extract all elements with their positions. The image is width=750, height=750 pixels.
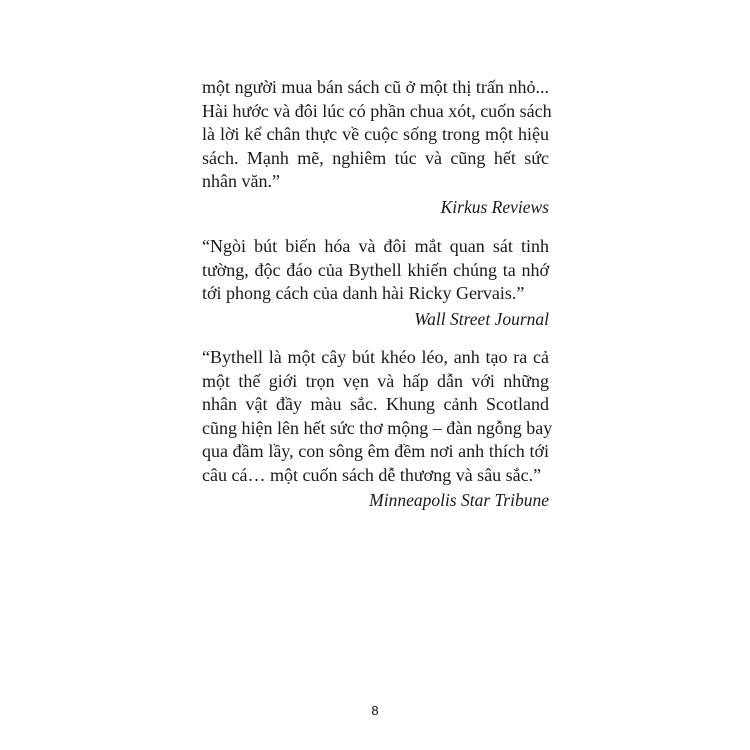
review-quote-wsj (202, 235, 549, 330)
quote-line: “Ngòi bút biến hóa và đôi mắt quan sát tinh (202, 236, 549, 256)
quote-line: “Bythell là một cây bút khéo léo, anh tạo ra cả (202, 347, 549, 367)
quote-line: qua đầm lầy, con sông êm đềm nơi anh thích tới (202, 441, 549, 461)
quote-line: cũng hiện lên hết sức thơ mộng – đàn ngỗng bay (202, 417, 553, 438)
quote-line: nhân văn.” (202, 171, 280, 191)
quote-source: Kirkus Reviews (440, 196, 549, 217)
quote-line: Hài hước và đôi lúc có phần chua xót, cuốn sách (202, 100, 552, 121)
quote-line: sách. Mạnh mẽ, nghiêm túc và cũng hết sức (202, 147, 549, 168)
review-quote-star-tribune (202, 346, 553, 511)
quote-source: Wall Street Journal (414, 308, 549, 329)
quote-line: tới phong cách của danh hài Ricky Gervais.” (202, 283, 525, 303)
quote-line: tường, độc đáo của Bythell khiến chúng ta nhớ (202, 259, 549, 280)
page-number: 8 (371, 703, 379, 718)
quote-line: câu cá… một cuốn sách dễ thương và sâu sắc.” (202, 464, 542, 485)
quote-line: một thế giới trọn vẹn và hấp dẫn với những (202, 370, 549, 391)
quote-line: là lời kể chân thực về cuộc sống trong một hiệu (202, 124, 549, 144)
quote-line: một người mua bán sách cũ ở một thị trấn nhỏ... (202, 77, 549, 97)
quote-line: nhân vật đầy màu sắc. Khung cảnh Scotland (202, 394, 549, 414)
quote-source: Minneapolis Star Tribune (369, 490, 549, 510)
review-quote-kirkus (202, 76, 552, 218)
